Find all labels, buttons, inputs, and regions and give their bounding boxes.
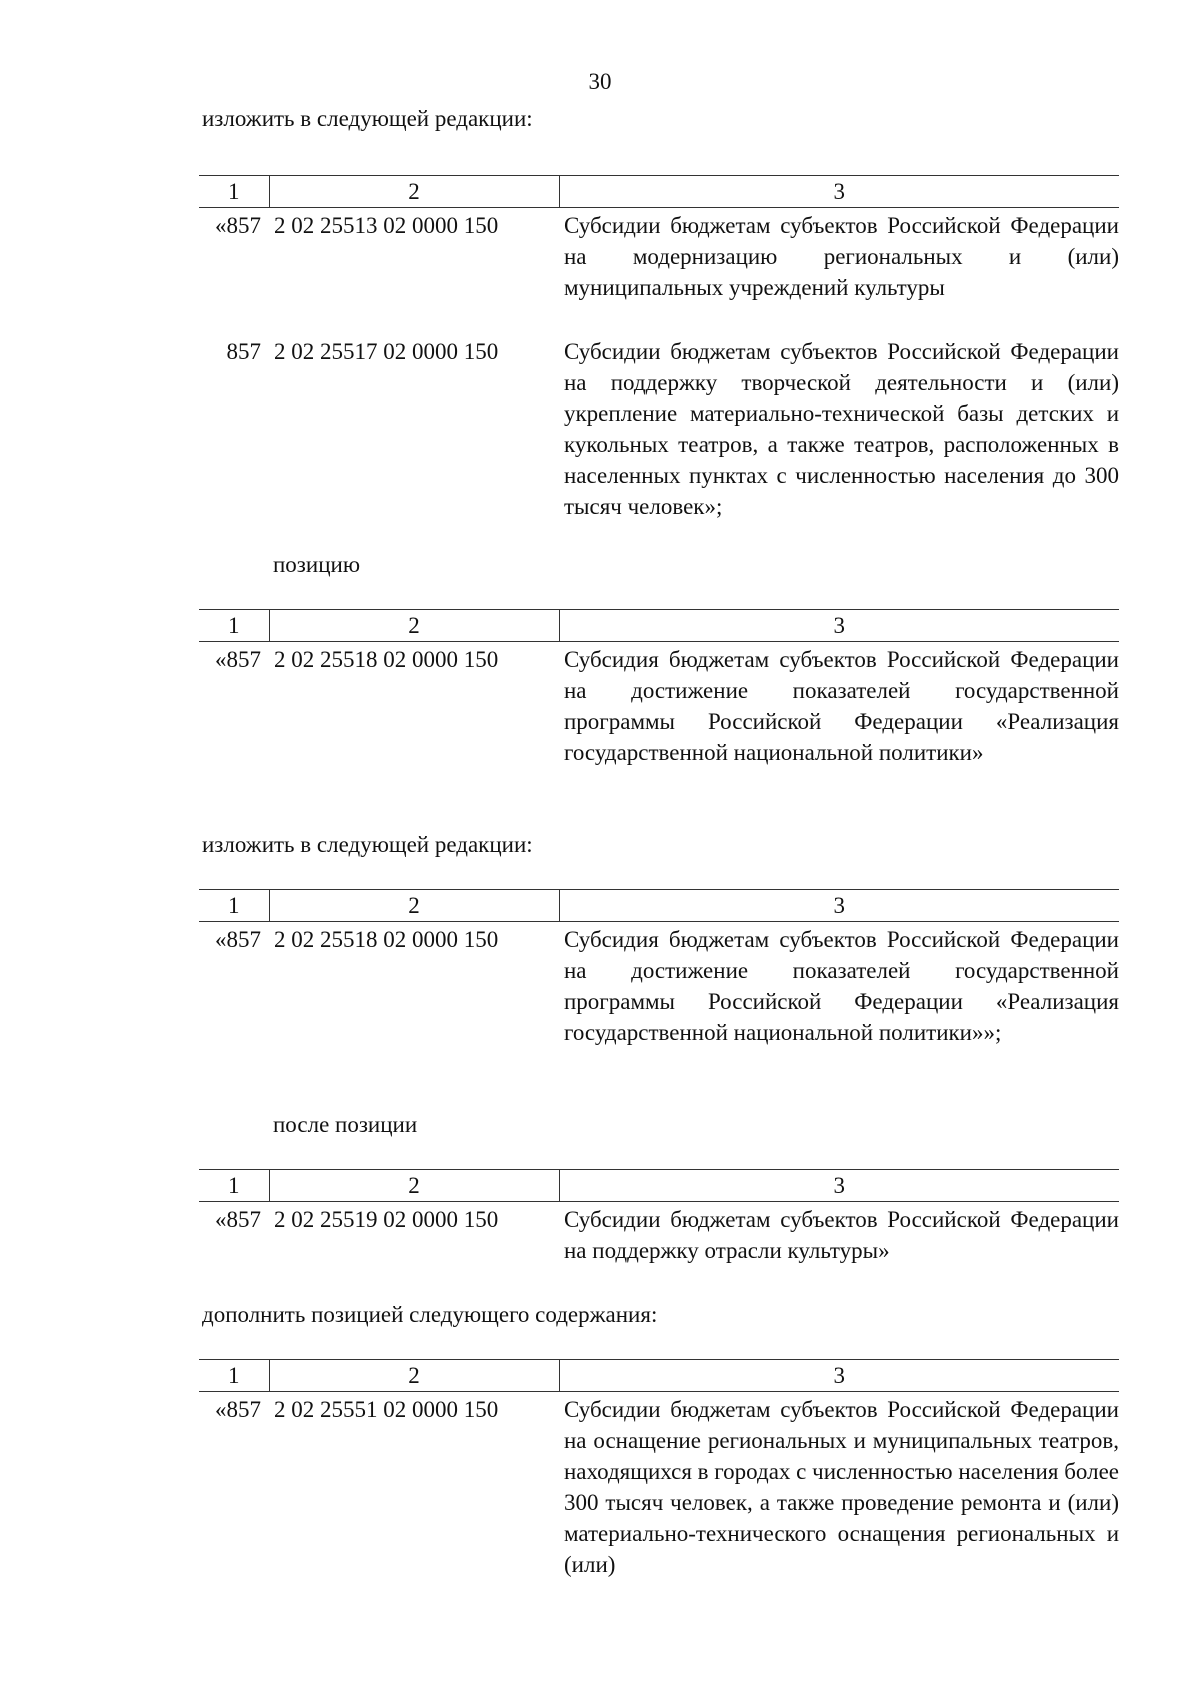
table-row [199, 642, 1119, 769]
column-header-2: 2 [269, 610, 559, 642]
table-1 [199, 175, 1119, 522]
table-5 [199, 1359, 1119, 1580]
budget-code: 2 02 25519 02 0000 150 [274, 1207, 499, 1232]
column-header-3: 3 [559, 890, 1119, 922]
paragraph-after-position: после позиции [273, 1112, 418, 1137]
paragraph-supplement: дополнить позицией следующего содержания: [202, 1302, 658, 1327]
table-row [199, 208, 1119, 304]
table-row [199, 922, 1119, 1049]
table-header-row [199, 1170, 1119, 1202]
table-row [199, 1202, 1119, 1267]
table-row [199, 334, 1119, 522]
column-header-2: 2 [269, 890, 559, 922]
budget-code: 2 02 25517 02 0000 150 [274, 339, 499, 364]
table-header-row [199, 176, 1119, 208]
admin-code: «857 [215, 927, 261, 952]
table-header-row [199, 890, 1119, 922]
admin-code: «857 [215, 1207, 261, 1232]
budget-description: Субсидия бюджетам субъектов Российской Федерации на достижение показателей государственной программы Российской Федерации «Реализация государственной национальной политики»»; [564, 927, 1119, 1045]
column-header-2: 2 [269, 176, 559, 208]
paragraph-amend-2: изложить в следующей редакции: [202, 832, 533, 857]
budget-description: Субсидии бюджетам субъектов Российской Федерации на оснащение региональных и муниципальных театров, находящихся в городах с численностью населения более 300 тысяч человек, а также проведение ремонта и (или) материально-технического оснащения региональных и (или) [564, 1397, 1119, 1577]
admin-code: «857 [215, 213, 261, 238]
page-number: 30 [588, 69, 612, 94]
budget-description: Субсидия бюджетам субъектов Российской Федерации на достижение показателей государственной программы Российской Федерации «Реализация государственной национальной политики» [564, 647, 1119, 765]
column-header-3: 3 [559, 1360, 1119, 1392]
budget-description: Субсидии бюджетам субъектов Российской Федерации на поддержку творческой деятельности и (или) укрепление материально-технической базы детских и кукольных театров, а также театров, расположенных в населенных пунктах с численностью населения до 300 тысяч человек»; [564, 339, 1119, 519]
table-2 [199, 609, 1119, 768]
budget-code: 2 02 25513 02 0000 150 [274, 213, 499, 238]
table-3 [199, 889, 1119, 1048]
admin-code: «857 [215, 1397, 261, 1422]
table-header-row [199, 1360, 1119, 1392]
budget-code: 2 02 25518 02 0000 150 [274, 647, 499, 672]
budget-description: Субсидии бюджетам субъектов Российской Федерации на поддержку отрасли культуры» [564, 1207, 1119, 1263]
row-gap [199, 303, 1119, 334]
budget-description: Субсидии бюджетам субъектов Российской Федерации на модернизацию региональных и (или) муниципальных учреждений культуры [564, 213, 1119, 300]
column-header-2: 2 [269, 1170, 559, 1202]
paragraph-position: позицию [273, 552, 361, 577]
column-header-3: 3 [559, 176, 1119, 208]
column-header-1: 1 [199, 1170, 269, 1202]
paragraph-amend-1: изложить в следующей редакции: [202, 106, 533, 131]
column-header-1: 1 [199, 610, 269, 642]
budget-code: 2 02 25518 02 0000 150 [274, 927, 499, 952]
column-header-1: 1 [199, 890, 269, 922]
column-header-1: 1 [199, 176, 269, 208]
column-header-1: 1 [199, 1360, 269, 1392]
budget-code: 2 02 25551 02 0000 150 [274, 1397, 499, 1422]
table-4 [199, 1169, 1119, 1266]
table-row [199, 1392, 1119, 1581]
column-header-3: 3 [559, 1170, 1119, 1202]
admin-code: «857 [215, 647, 261, 672]
column-header-3: 3 [559, 610, 1119, 642]
table-header-row [199, 610, 1119, 642]
admin-code: 857 [226, 339, 261, 364]
column-header-2: 2 [269, 1360, 559, 1392]
